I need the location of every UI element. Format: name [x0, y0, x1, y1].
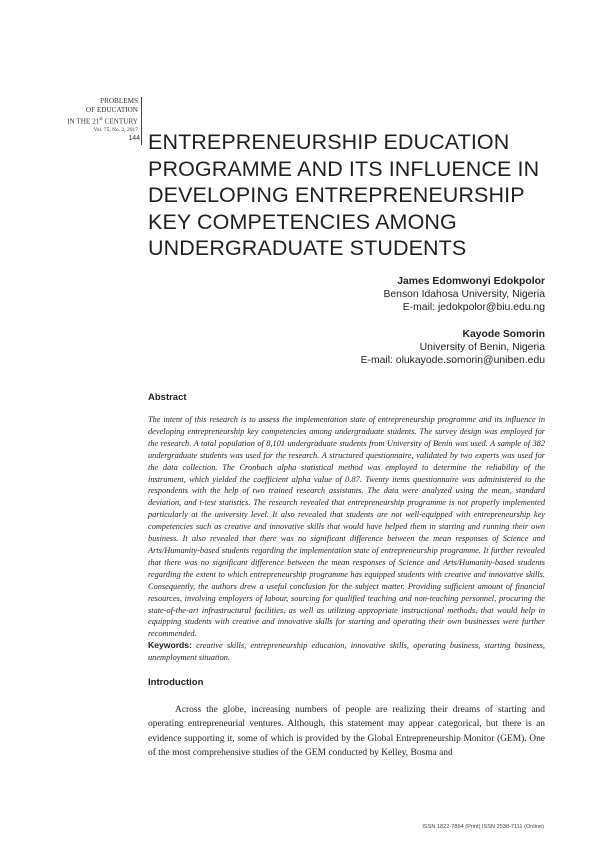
title-line: KEY COMPETENCIES AMONG	[148, 209, 457, 234]
keywords-text: creative skills, entrepreneurship education, innovative skills, operating business, starting business, unemployment situation.	[148, 641, 545, 663]
title-line: DEVELOPING ENTREPRENEURSHIP	[148, 183, 525, 207]
author-block	[383, 275, 545, 315]
introduction-body	[148, 703, 545, 761]
journal-name-line3: IN THE 21st CENTURY	[67, 117, 138, 126]
header-divider	[141, 97, 142, 145]
author-email: E-mail: jedokpolor@biu.edu.ng	[402, 302, 545, 314]
author-affiliation: University of Benin, Nigeria	[419, 342, 545, 354]
abstract-text: The intent of this research is to assess the implementation state of entrepreneurship programme and its influence in developing entrepreneurship key competencies among undergraduate students. The survey design was employed for the research. A total population of 8,101 undergraduate students from University of Benin was used. A sample of 382 undergraduate students was used for the research. A structured questionnaire, validated by two experts was used for the data collection. The Cronbach alpha statistical method was employed to determine the reliability of the instrument, which yielded the coefficient alpha value of 0.87. Twenty items questionnaire was administered to the respondents with the help of two trained research assistants. The data were analyzed using the mean, standard deviation, and t-test statistics. The research revealed that entrepreneurship programme is not properly implemented particularly at the university level. It also revealed that students are not well-equipped with entrepreneurship key competencies such as creative and innovative skills that would have helped them in starting and running their own business. It also revealed that there was no significant difference between the mean responses of Science and Arts/Humanity-based students regarding the implementation state of entrepreneurship programme. It further revealed that there was no significant difference between the mean responses of Science and Arts/Humanity-based students regarding the extent to which entrepreneurship programme has equipped students with creative and innovative skills. Consequently, the authors drew a useful conclusion for the subject matter. Providing sufficient amount of financial resources, involving employers of labour, sourcing for qualified teaching and non-teaching personnel, procuring the state-of-the-art infrastructural facilities, as well as utilizing appropriate instructional methods, that would help in equipping students with creative and innovative skills for starting and operating their own businesses were further recommended.	[148, 415, 545, 639]
title-line: ENTREPRENEURSHIP EDUCATION	[148, 130, 510, 154]
issn-footer: ISSN 1822-7864 (Print) ISSN 2538-7111 (Online)	[422, 824, 544, 830]
abstract-body	[148, 414, 545, 664]
journal-volume: Vol. 75, No. 2, 2017	[93, 127, 138, 134]
author-affiliation: Benson Idahosa University, Nigeria	[383, 289, 545, 301]
author-name: Kayode Somorin	[462, 329, 545, 340]
title-line: PROGRAMME AND ITS INFLUENCE IN	[148, 156, 540, 181]
journal-name-line2: OF EDUCATION	[85, 106, 138, 114]
author-name: James Edomwonyi Edokpolor	[397, 276, 545, 287]
author-email: E-mail: olukayode.somorin@uniben.edu	[360, 355, 545, 367]
page-number: 144	[128, 135, 140, 142]
abstract-heading: Abstract	[148, 392, 187, 403]
title-line: UNDERGRADUATE STUDENTS	[148, 236, 467, 260]
keywords-label: Keywords:	[148, 640, 192, 651]
keywords	[148, 640, 545, 664]
paper-title	[148, 129, 588, 262]
introduction-text: Across the globe, increasing numbers of people are realizing their dreams of starting and operating entrepreneurial ventures. Although, this statement may appear categorical, but there is an evidence supporting it, some of which is provided by the Global Entrepreneurship Monitor (GEM). One of the most comprehensive studies of the GEM conducted by Kelley, Bosma and	[148, 705, 545, 759]
journal-header	[40, 97, 138, 134]
introduction-heading: Introduction	[148, 677, 204, 688]
journal-name-line1: PROBLEMS	[100, 97, 138, 105]
author-block	[361, 328, 545, 368]
